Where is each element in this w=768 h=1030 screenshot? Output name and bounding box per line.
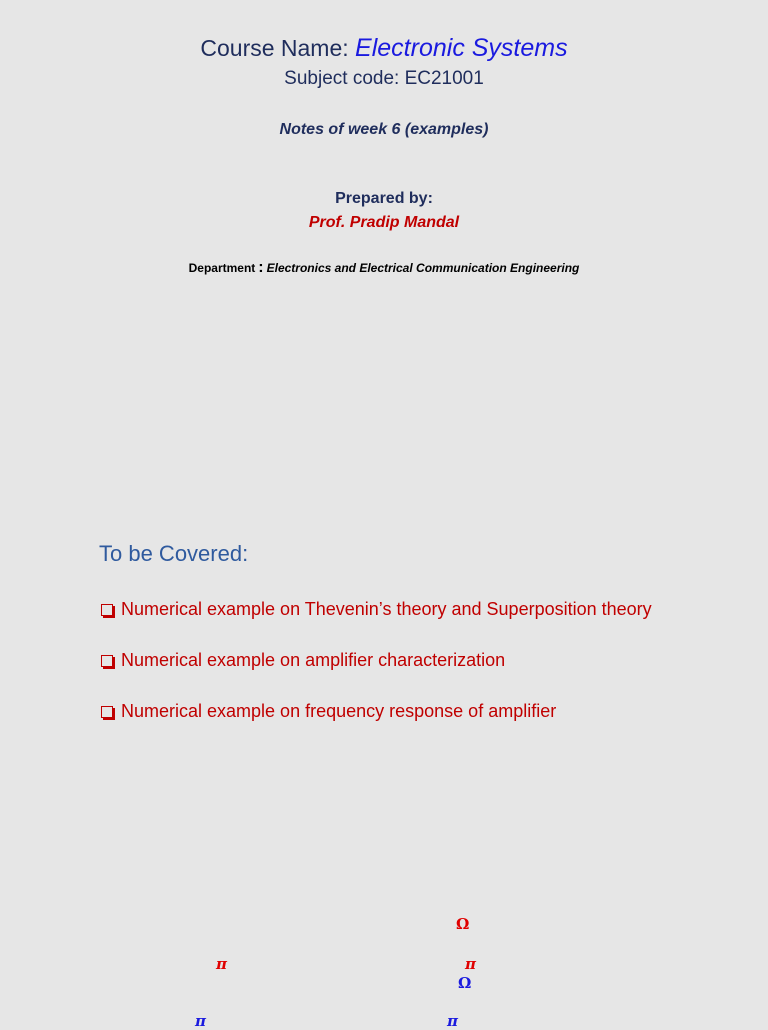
covered-item-text: Numerical example on amplifier characterization — [121, 650, 506, 670]
subject-code: Subject code: EC21001 — [284, 68, 484, 89]
department-label: Department — [188, 261, 256, 275]
course-label: Course Name: — [200, 35, 356, 61]
pi-symbol: π — [195, 1012, 206, 1030]
covered-item — [101, 701, 556, 722]
course-name-line — [0, 34, 768, 63]
pi-symbol: π — [216, 955, 227, 973]
covered-item — [101, 599, 652, 620]
course-value: Electronic Systems — [355, 34, 568, 62]
department-value: Electronics and Electrical Communication Engineering — [266, 261, 580, 275]
pi-symbol: π — [447, 1012, 458, 1030]
checkbox-bullet-icon — [101, 604, 113, 616]
notes-title: Notes of week 6 (examples) — [279, 121, 489, 138]
department-colon: : — [258, 259, 264, 276]
omega-symbol: Ω — [456, 915, 470, 933]
pi-symbol: π — [465, 955, 476, 973]
covered-item-text: Numerical example on Thevenin’s theory and Superposition theory — [121, 599, 652, 619]
omega-symbol: Ω — [458, 974, 472, 992]
checkbox-bullet-icon — [101, 655, 113, 667]
covered-item — [101, 650, 505, 671]
checkbox-bullet-icon — [101, 706, 113, 718]
prepared-by-label: Prepared by: — [335, 190, 433, 207]
to-be-covered-heading: To be Covered: — [99, 541, 249, 566]
author-name: Prof. Pradip Mandal — [308, 214, 460, 231]
department-line — [0, 259, 768, 277]
covered-item-text: Numerical example on frequency response of amplifier — [121, 701, 557, 721]
